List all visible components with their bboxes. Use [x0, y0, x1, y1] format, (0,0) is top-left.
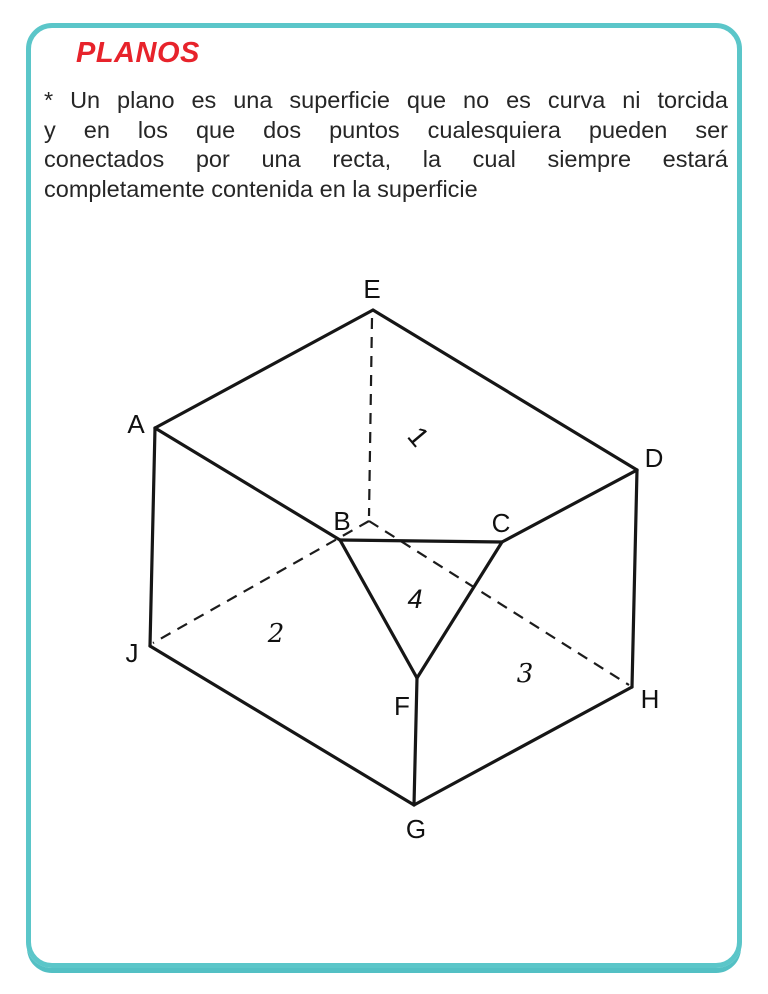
vertex-label-H: H	[640, 684, 660, 714]
paragraph-line-4: completamente contenida en la superficie	[44, 175, 478, 202]
vertex-label-A: A	[127, 409, 145, 439]
vertex-label-J: J	[125, 638, 139, 668]
face-label-2: 2	[267, 619, 285, 649]
edge-D-H	[632, 470, 637, 687]
vertex-label-B: B	[333, 506, 351, 536]
face-label-4: 4	[407, 584, 423, 614]
edge-F-G	[414, 678, 417, 805]
paragraph-line-2: y en los que dos puntos cualesquiera pueden ser	[44, 116, 728, 143]
hidden-edge-E-center	[369, 318, 372, 516]
vertex-label-D: D	[644, 443, 664, 473]
edge-A-B	[155, 428, 340, 540]
edge-B-F	[340, 540, 417, 678]
vertex-label-F: F	[394, 691, 410, 721]
paragraph-line-1: * Un plano es una superficie que no es curva ni torcida	[44, 87, 728, 113]
edge-C-F	[417, 542, 502, 678]
face-label-3: 3	[516, 659, 534, 689]
vertex-label-C: C	[491, 508, 511, 538]
edge-H-G	[414, 687, 632, 805]
edge-B-C	[340, 540, 502, 542]
edge-C-D	[502, 470, 637, 542]
edge-G-J	[150, 646, 414, 805]
vertex-label-E: E	[363, 274, 381, 304]
edge-A-E	[155, 310, 373, 428]
paragraph-line-3: conectados por una recta, la cual siempre estará	[44, 146, 728, 172]
vertex-labels	[126, 274, 664, 844]
vertex-label-G: G	[405, 814, 427, 844]
solid-edges	[150, 310, 637, 805]
edge-J-A	[150, 428, 155, 646]
page-title: PLANOS	[76, 37, 200, 69]
face-label-1: 1	[401, 420, 436, 453]
